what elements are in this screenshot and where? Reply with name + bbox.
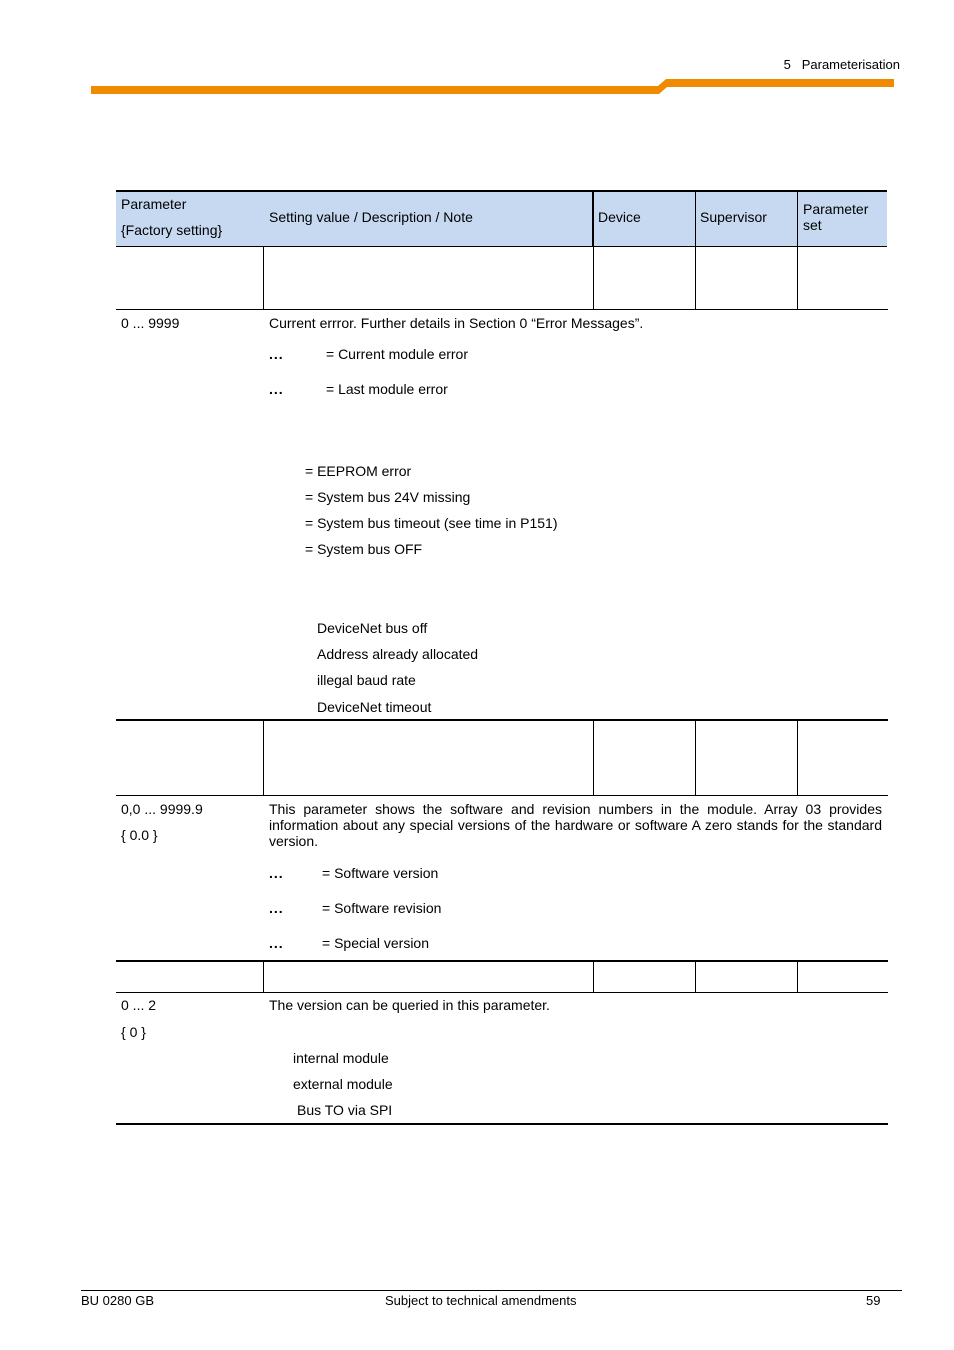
orange-header-bar: [0, 0, 954, 100]
block2-default: { 0.0 }: [121, 827, 158, 843]
devicenet-error-item: Address already allocated: [317, 646, 479, 662]
block1-item-marker: ...: [269, 346, 284, 362]
header-parameter-set-2: set: [803, 217, 822, 233]
table-header: [116, 190, 887, 247]
block2-range: 0,0 ... 9999.9: [121, 801, 203, 817]
option-item: internal module: [293, 1050, 389, 1066]
option-item: external module: [293, 1076, 393, 1092]
block2-description: This parameter shows the software and revision numbers in the module. Array 03 provides information about any special versions of the hardware or software A zero stands for the standard version.: [269, 801, 882, 849]
block2-item-marker: ...: [269, 900, 284, 916]
devicenet-error-item: illegal baud rate: [317, 672, 416, 688]
block2-item-marker: ...: [269, 935, 284, 951]
header-factory-setting: {Factory setting}: [121, 222, 223, 238]
block2-item-marker: ...: [269, 865, 284, 881]
option-item: Bus TO via SPI: [297, 1102, 393, 1118]
chapter-number: 5: [783, 57, 791, 72]
header-supervisor: Supervisor: [700, 209, 767, 225]
block2-item: = Software version: [322, 865, 439, 881]
block2-item: = Software revision: [322, 900, 442, 916]
block3-range: 0 ... 2: [121, 997, 157, 1013]
block1-item: = Last module error: [326, 381, 448, 397]
block1-item-marker: ...: [269, 381, 284, 397]
block1-description: Current errror. Further details in Section 0 “Error Messages”.: [269, 315, 644, 331]
header-parameter: Parameter: [121, 196, 187, 212]
block3-default: { 0 }: [121, 1024, 146, 1040]
error-item: = System bus OFF: [305, 541, 423, 557]
devicenet-error-item: DeviceNet timeout: [317, 699, 432, 715]
error-item: = System bus 24V missing: [305, 489, 471, 505]
header-parameter-set-1: Parameter: [803, 201, 869, 217]
footer-notice: Subject to technical amendments: [385, 1293, 577, 1308]
chapter-title: Parameterisation: [801, 57, 900, 72]
error-item: = System bus timeout (see time in P151): [305, 515, 558, 531]
block1-item: = Current module error: [326, 346, 469, 362]
header-setting-value: Setting value / Description / Note: [269, 209, 473, 225]
error-item: = EEPROM error: [305, 463, 412, 479]
footer-doc-id: BU 0280 GB: [81, 1293, 154, 1308]
header-device: Device: [598, 209, 641, 225]
devicenet-error-item: DeviceNet bus off: [317, 620, 428, 636]
block2-item: = Special version: [322, 935, 430, 951]
block1-range: 0 ... 9999: [121, 315, 180, 331]
block3-description: The version can be queried in this parameter.: [269, 997, 550, 1013]
footer-rule: [81, 1290, 902, 1291]
footer-page-number: 59: [866, 1293, 881, 1308]
